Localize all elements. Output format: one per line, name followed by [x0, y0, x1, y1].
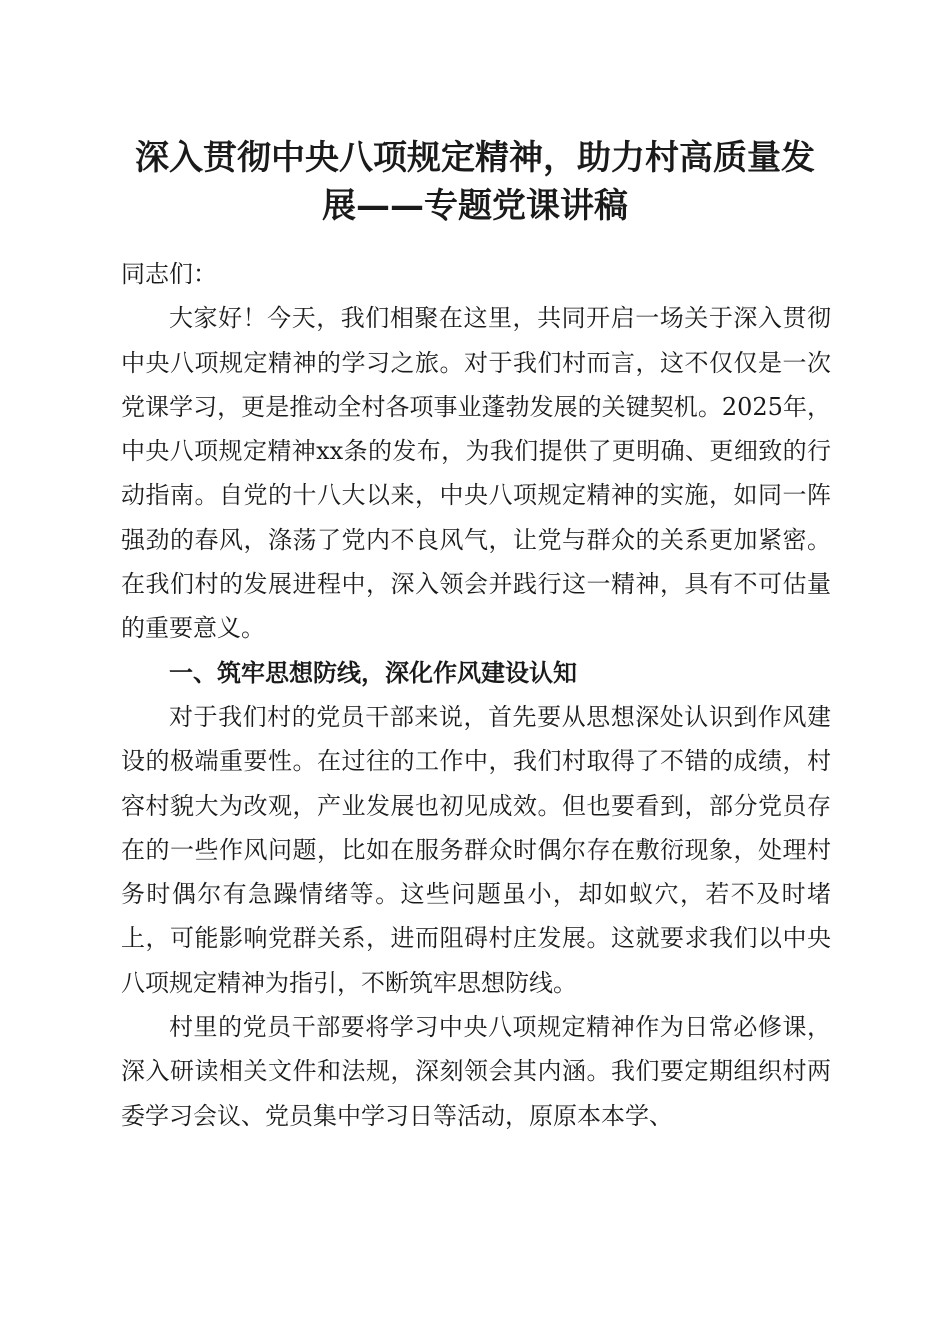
document-title: [110, 134, 840, 230]
salutation: 同志们：: [121, 260, 217, 288]
title-line-2: 展——专题党课讲稿: [322, 186, 628, 226]
section-paragraph-2: 村里的党员干部要将学习中央八项规定精神作为日常必修课，深入研读相关文件和法规，深刻领会其内涵。我们要定期组织村两委学习会议、党员集中学习日等活动，原原本本学、: [121, 1013, 831, 1130]
document-body: [121, 252, 831, 1138]
intro-paragraph: 大家好！今天，我们相聚在这里，共同开启一场关于深入贯彻中央八项规定精神的学习之旅。对于我们村而言，这不仅仅是一次党课学习，更是推动全村各项事业蓬勃发展的关键契机。2025年，中央八项规定精神xx条的发布，为我们提供了更明确、更细致的行动指南。自党的十八大以来，中央八项规定精神的实施，如同一阵强劲的春风，涤荡了党内不良风气，让党与群众的关系更加紧密。在我们村的发展进程中，深入领会并践行这一精神，具有不可估量的重要意义。: [121, 304, 831, 643]
title-line-1: 深入贯彻中央八项规定精神，助力村高质量发: [135, 138, 815, 178]
section-heading: 一、筑牢思想防线，深化作风建设认知: [169, 658, 577, 687]
section-paragraph-1: 对于我们村的党员干部来说，首先要从思想深处认识到作风建设的极端重要性。在过往的工作中，我们村取得了不错的成绩，村容村貌大为改观，产业发展也初见成效。但也要看到，部分党员存在的一些作风问题，比如在服务群众时偶尔存在敷衍现象，处理村务时偶尔有急躁情绪等。这些问题虽小，却如蚁穴，若不及时堵上，可能影响党群关系，进而阻碍村庄发展。这就要求我们以中央八项规定精神为指引，不断筑牢思想防线。: [121, 702, 831, 997]
